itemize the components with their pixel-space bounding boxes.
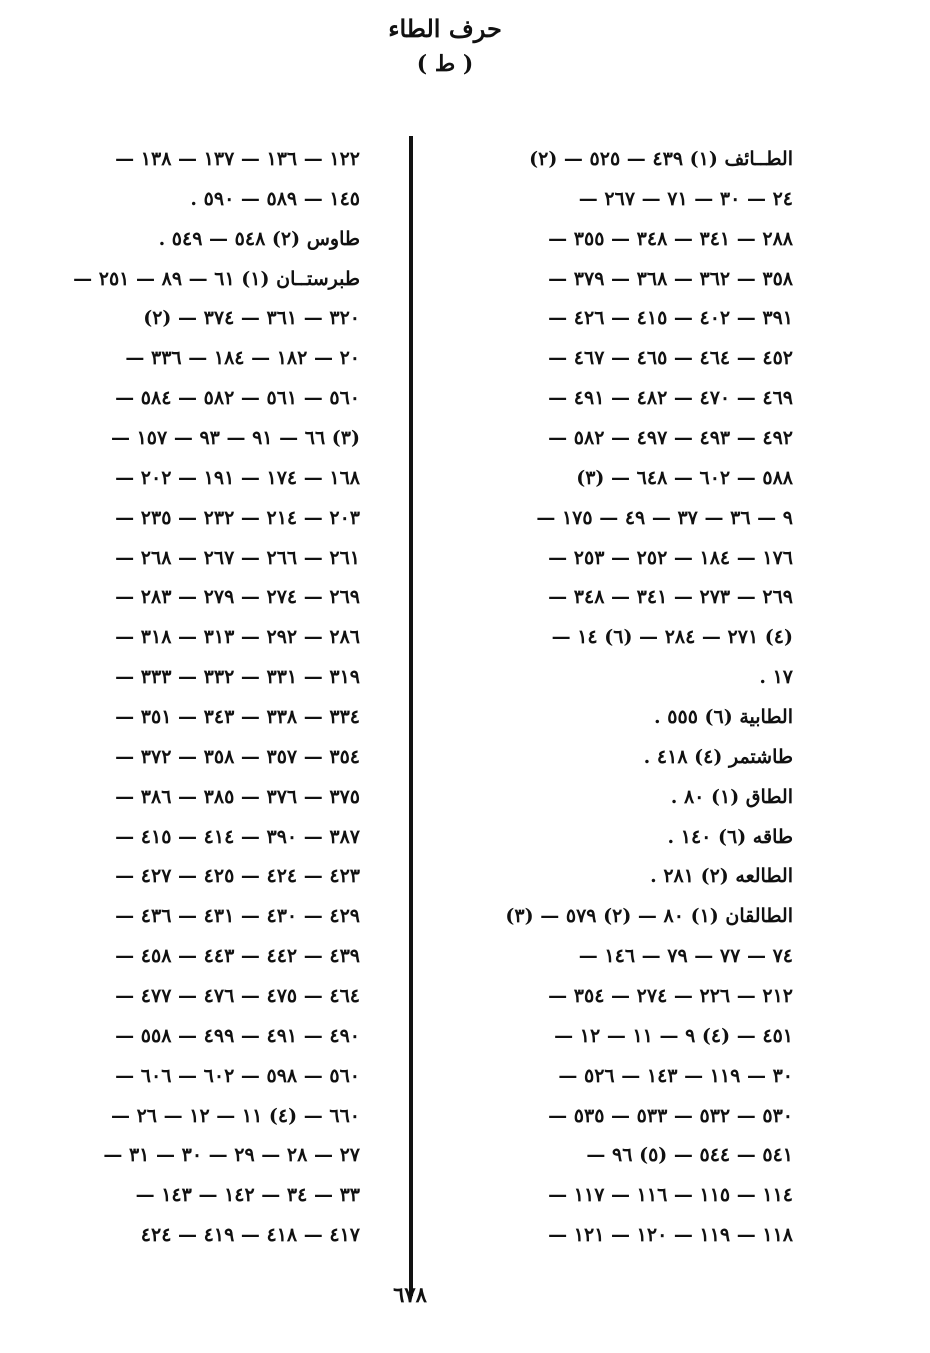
index-entry-line: ١٧ . [759,666,793,689]
index-entry-line: ٤٩٠ — ٤٩١ — ٤٩٩ — ٥٥٨ — [115,1024,360,1047]
index-entry-line: الطالقان (١) ٨٠ — (٢) ٥٧٩ — (٣) [505,905,793,928]
index-entry-line: ٢٦٩ — ٢٧٣ — ٣٤١ — ٣٤٨ — [548,586,793,609]
index-entry-line: طاشتمر (٤) ٤١٨ . [643,745,793,768]
index-entry-line: ١١٤ — ١١٥ — ١١٦ — ١١٧ — [548,1184,793,1207]
index-entry-line: ٦٦٠ — (٤) ١١ — ١٢ — ٢٦ — [110,1104,360,1127]
index-entry-line: ٢٠٣ — ٢١٤ — ٢٣٢ — ٢٣٥ — [115,506,360,529]
index-entry-line: ٤٢٩ — ٤٣٠ — ٤٣١ — ٤٣٦ — [115,905,360,928]
index-entry-line: ٣٧٥ — ٣٧٦ — ٣٨٥ — ٣٨٦ — [115,785,360,808]
index-entry-line: طاقه (٦) ١٤٠ . [667,825,793,848]
index-entry-line: ٢١٢ — ٢٢٦ — ٢٧٤ — ٣٥٤ — [548,985,793,1008]
section-letter: ( ط ) [416,51,474,77]
index-entry-line: ٤٢٣ — ٤٢٤ — ٤٢٥ — ٤٢٧ — [115,865,360,888]
index-entry-line: ٤٩٢ — ٤٩٣ — ٤٩٧ — ٥٨٢ — [548,427,793,450]
index-entry-line: الطــائف (١) ٤٣٩ — ٥٢٥ — (٢) [529,148,793,170]
index-entry-line: ٣٣ — ٣٤ — ١٤٢ — ١٤٣ — [135,1184,360,1207]
index-entry-line: ١٢٢ — ١٣٦ — ١٣٧ — ١٣٨ — [115,148,360,170]
index-entry-line: ١٤٥ — ٥٨٩ — ٥٩٠ . [190,187,360,210]
column-divider [409,136,413,1296]
index-entry-line: ٥٦٠ — ٥٩٨ — ٦٠٢ — ٦٠٦ — [115,1064,360,1087]
index-entry-line: ٤٣٩ — ٤٤٢ — ٤٤٣ — ٤٥٨ — [115,945,360,968]
index-entry-line: ٣٥٨ — ٣٦٢ — ٣٦٨ — ٣٧٩ — [548,267,793,290]
index-entry-line: ٤٥٢ — ٤٦٤ — ٤٦٥ — ٤٦٧ — [548,347,793,370]
index-entry-line: ٢٧ — ٢٨ — ٢٩ — ٣٠ — ٣١ — [103,1144,360,1167]
index-entry-line: ٢٨٦ — ٢٩٢ — ٣١٣ — ٣١٨ — [115,626,360,649]
index-entry-line: ٣٣٤ — ٣٣٨ — ٣٤٣ — ٣٥١ — [115,706,360,729]
index-entry-line: ١١٨ — ١١٩ — ١٢٠ — ١٢١ — [548,1224,793,1247]
index-entry-line: (٣) ٦٦ — ٩١ — ٩٣ — ١٥٧ — [110,427,360,450]
index-entry-line: ٤٥١ — (٤) ٩ — ١١ — ١٢ — [554,1024,793,1047]
index-entry-line: ٥٦٠ — ٥٦١ — ٥٨٢ — ٥٨٤ — [115,387,360,410]
page-number: ٦٧٨ [393,1282,427,1307]
section-title: حرف الطاء [388,14,502,43]
index-entry-line: ٣٩١ — ٤٠٢ — ٤١٥ — ٤٢٦ — [548,307,793,330]
index-entry-line: ٣٢٠ — ٣٦١ — ٣٧٤ — (٢) [143,307,360,330]
index-entry-line: ٧٤ — ٧٧ — ٧٩ — ١٤٦ — [578,945,793,968]
index-entry-line: ٤٦٩ — ٤٧٠ — ٤٨٢ — ٤٩١ — [548,387,793,410]
index-entry-line: ٣٠ — ١١٩ — ١٤٣ — ٥٢٦ — [558,1064,793,1087]
index-entry-line: الطاق (١) ٨٠ . [670,785,793,808]
index-entry-line: الطابية (٦) ٥٥٥ . [654,706,793,729]
index-entry-line: ٢٠ — ١٨٢ — ١٨٤ — ٣٣٦ — [125,347,360,370]
index-entry-line: ١٦٨ — ١٧٤ — ١٩١ — ٢٠٢ — [115,466,360,489]
index-entry-line: ٢٨٨ — ٣٤١ — ٣٤٨ — ٣٥٥ — [548,227,793,250]
index-entry-line: طبرستــان (١) ٦١ — ٨٩ — ٢٥١ — [73,267,360,290]
index-entry-line: ٢٤ — ٣٠ — ٧١ — ٢٦٧ — [578,187,793,210]
index-entry-line: ٥٣٠ — ٥٣٢ — ٥٣٣ — ٥٣٥ — [548,1104,793,1127]
index-entry-line: ٤٦٤ — ٤٧٥ — ٤٧٦ — ٤٧٧ — [115,985,360,1008]
index-entry-line: ٥٤١ — ٥٤٤ — (٥) ٩٦ — [586,1144,793,1167]
page-header [0,14,930,77]
index-entry-line: ٣٨٧ — ٣٩٠ — ٤١٤ — ٤١٥ — [115,825,360,848]
index-column-right [445,140,793,1256]
index-entry-line: ٤١٧ — ٤١٨ — ٤١٩ — ٤٢٤ [140,1224,360,1247]
index-entry-line: ٥٨٨ — ٦٠٢ — ٦٤٨ — (٣) [576,466,793,489]
index-entry-line: (٤) ٢٧١ — ٢٨٤ — (٦) ١٤ — [551,626,793,649]
index-entry-line: طاوس (٢) ٥٤٨ — ٥٤٩ . [158,227,360,250]
index-entry-line: ٣٥٤ — ٣٥٧ — ٣٥٨ — ٣٧٢ — [115,745,360,768]
index-entry-line: ٩ — ٣٦ — ٣٧ — ٤٩ — ١٧٥ — [536,506,793,529]
index-entry-line: الطالعه (٢) ٢٨١ . [650,865,793,888]
index-column-left [50,140,360,1256]
index-entry-line: ١٧٦ — ١٨٤ — ٢٥٢ — ٢٥٣ — [548,546,793,569]
index-entry-line: ٢٦٩ — ٢٧٤ — ٢٧٩ — ٢٨٣ — [115,586,360,609]
index-entry-line: ٣١٩ — ٣٣١ — ٣٣٢ — ٣٣٣ — [115,666,360,689]
index-entry-line: ٢٦١ — ٢٦٦ — ٢٦٧ — ٢٦٨ — [115,546,360,569]
